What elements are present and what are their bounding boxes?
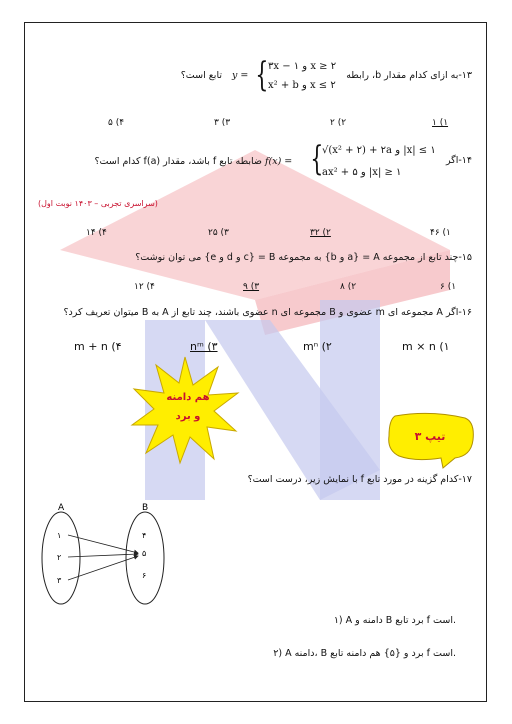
q14-source: (سراسری تجربی – ۱۴۰۳ نوبت اول)	[38, 199, 158, 208]
q13-text: ۱۳-به ازای کدام مقدار b، رابطه	[346, 70, 472, 81]
q16-option-2[interactable]: mⁿ (۲	[303, 340, 332, 353]
set-a-label: A	[58, 503, 65, 513]
q14-option-2[interactable]: ۳۲ (۲	[310, 228, 331, 238]
q16-text: ۱۶-اگر A مجموعه ای m عضوی و B مجموعه ای n عضوی باشند، چند تابع از A به B میتوان تعریف کرد؟	[63, 307, 472, 318]
mapping-diagram	[30, 500, 180, 620]
q13-suffix: تابع است؟	[180, 70, 222, 81]
star-badge	[130, 355, 240, 465]
arrow-2	[68, 554, 138, 557]
star-line-1: هم دامنه	[166, 392, 210, 403]
q13-case2: x² + b و x ≤ ۲	[268, 80, 336, 91]
q14-option-3[interactable]: ۲۵ (۳	[208, 228, 229, 238]
q17-option-2[interactable]: ۲) A دامنه، B برد و {۵} هم دامنه تابع f است.	[273, 648, 456, 659]
q13-option-3[interactable]: ۳ (۳	[214, 118, 231, 128]
q17-text: ۱۷-کدام گزینه در مورد تابع f با نمایش زیر، درست است؟	[247, 474, 472, 485]
b-item-1: ۴	[142, 531, 147, 540]
q14-lhs: f(x) =	[265, 156, 293, 167]
q16-option-1[interactable]: m × n (۱	[402, 340, 450, 353]
q13-option-2[interactable]: ۲ (۲	[330, 118, 347, 128]
q14-text: ۱۴-اگر	[445, 155, 472, 166]
q14-case1: √(x² + ۲) + ۲a و |x| ≤ ۱	[322, 145, 436, 156]
q17-option-1[interactable]: ۱) A دامنه و B برد تابع f است.	[333, 615, 456, 626]
star-line-2: و برد	[175, 411, 201, 422]
q15-option-1[interactable]: ۶ (۱	[440, 282, 457, 292]
a-item-1: ۱	[57, 531, 62, 540]
q13-option-4[interactable]: ۵ (۴	[108, 118, 125, 128]
q13-option-1[interactable]: ۱ (۱	[432, 118, 449, 128]
tip-label: تیپ ۳	[414, 430, 446, 443]
q14-option-4[interactable]: ۱۴ (۴	[86, 228, 107, 238]
q15-option-2[interactable]: ۸ (۲	[340, 282, 357, 292]
q16-option-4[interactable]: m + n (۴	[74, 340, 122, 353]
b-item-3: ۶	[142, 571, 147, 580]
q13-case1: ۳x − ۱ و x ≥ ۲	[268, 61, 337, 72]
a-item-3: ۳	[57, 576, 62, 585]
q14-case2: ax² + ۵ و |x| ≥ ۱	[322, 167, 402, 178]
b-item-2: ۵	[142, 549, 147, 558]
star-shape	[132, 357, 238, 463]
q13-lhs: y =	[232, 70, 249, 81]
q14-brace: {	[310, 139, 324, 179]
q15-option-4[interactable]: ۱۲ (۴	[134, 282, 155, 292]
q15-text: ۱۵-چند تابع از مجموعه A = {a و b} به مجموعه B = {c و d و e} می توان نوشت؟	[135, 252, 472, 263]
a-item-2: ۲	[57, 553, 62, 562]
q14-option-1[interactable]: ۴۶ (۱	[430, 228, 451, 238]
q13-brace: {	[255, 55, 269, 95]
set-b-label: B	[142, 503, 149, 513]
q16-option-3[interactable]: nᵐ (۳	[190, 340, 218, 353]
q15-option-3[interactable]: ۹ (۳	[243, 282, 260, 292]
q14-mid: ضابطه تابع f باشد، مقدار f(a) کدام است؟	[94, 156, 262, 167]
